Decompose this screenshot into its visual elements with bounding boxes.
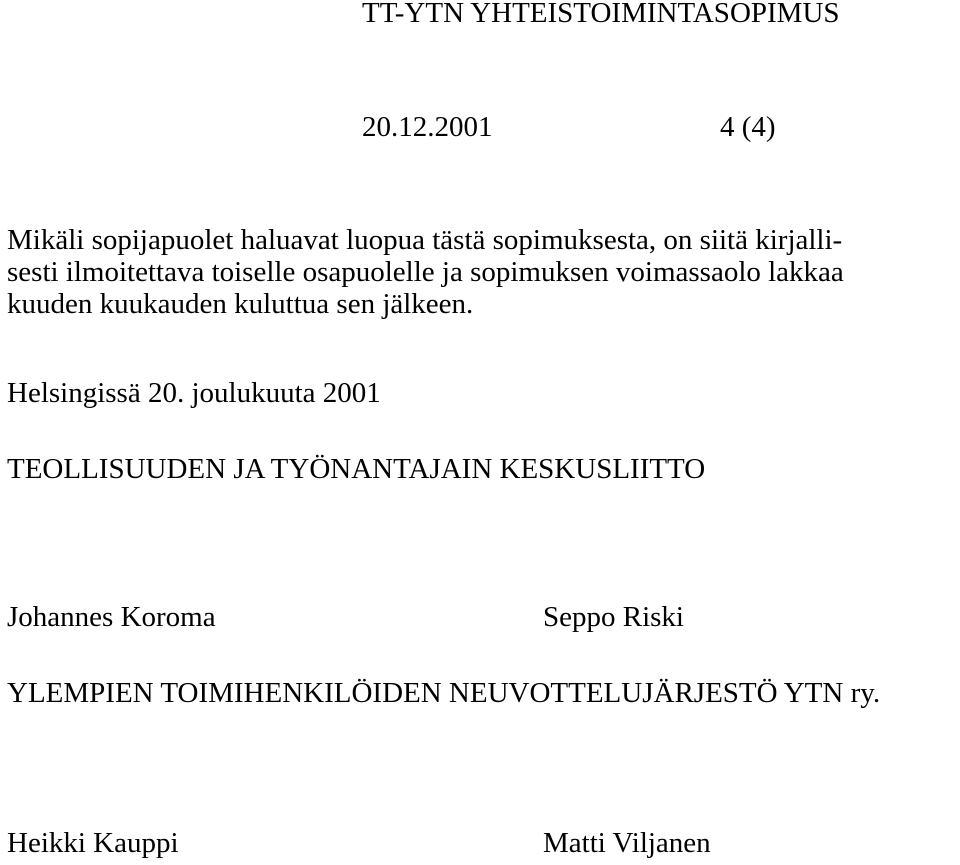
page-number: 4 (4) bbox=[720, 111, 776, 143]
signer-name: Matti Viljanen bbox=[543, 827, 711, 859]
signer-name: Johannes Koroma bbox=[7, 601, 216, 633]
paragraph-line: sesti ilmoitettava toiselle osapuolelle ja sopimuksen voimassaolo lakkaa bbox=[7, 256, 844, 288]
place-and-date: Helsingissä 20. joulukuuta 2001 bbox=[7, 377, 381, 409]
document-title: TT-YTN YHTEISTOIMINTASOPIMUS bbox=[362, 0, 840, 29]
signer-name: Seppo Riski bbox=[543, 601, 684, 633]
organization-name-union: YLEMPIEN TOIMIHENKILÖIDEN NEUVOTTELUJÄRJESTÖ YTN ry. bbox=[7, 677, 881, 709]
paragraph-line: Mikäli sopijapuolet haluavat luopua tästä sopimuksesta, on siitä kirjalli- bbox=[7, 224, 843, 256]
document-date: 20.12.2001 bbox=[362, 111, 493, 143]
signer-name: Heikki Kauppi bbox=[7, 827, 179, 859]
termination-paragraph bbox=[7, 224, 953, 320]
organization-name-employer: TEOLLISUUDEN JA TYÖNANTAJAIN KESKUSLIITTO bbox=[7, 453, 706, 485]
paragraph-line: kuuden kuukauden kuluttua sen jälkeen. bbox=[7, 288, 474, 320]
